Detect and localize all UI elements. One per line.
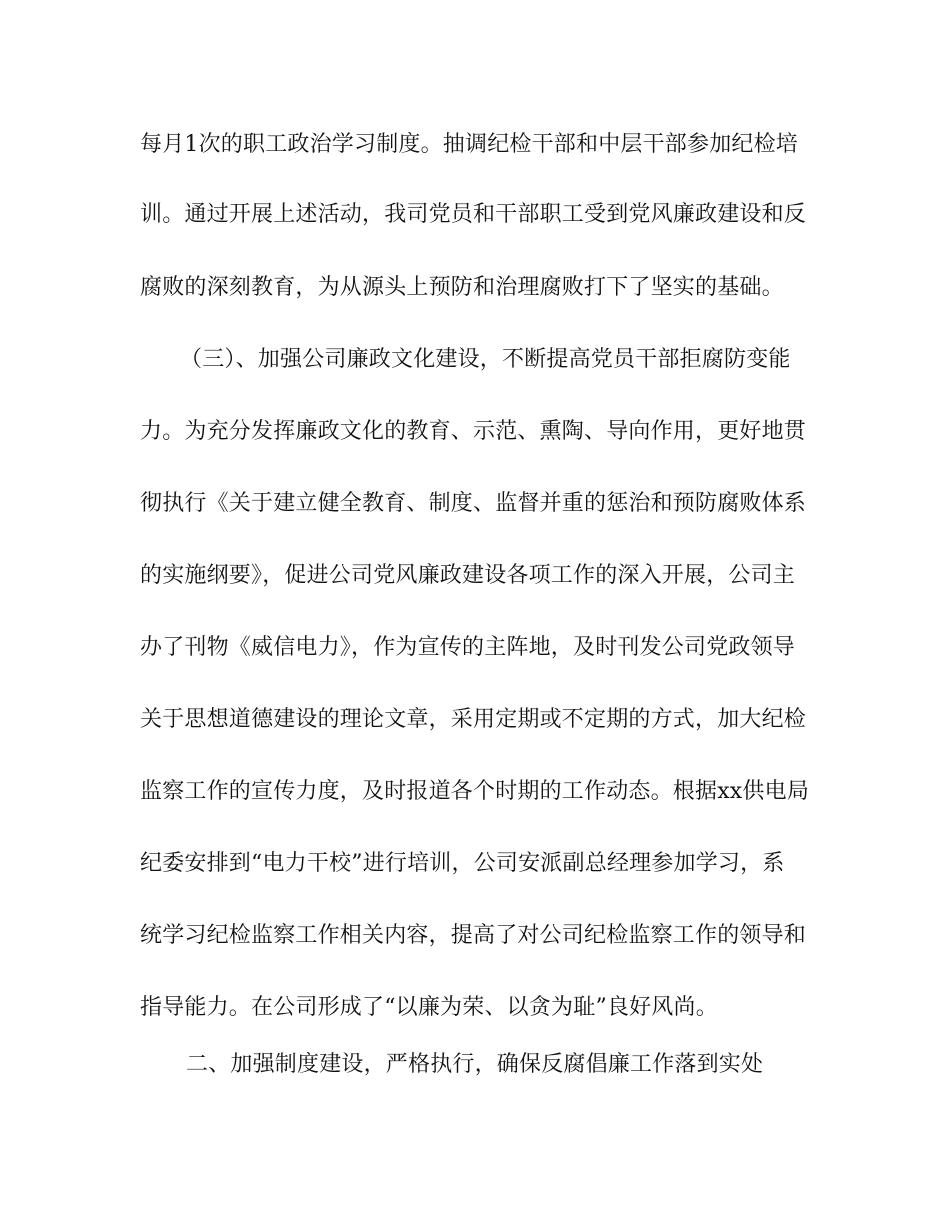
paragraph-line-12: 统学习纪检监察工作相关内容，提高了对公司纪检监察工作的领导和 — [140, 923, 807, 948]
paragraph-line-13: 指导能力。在公司形成了“以廉为荣、以贪为耻”良好风尚。 — [140, 995, 718, 1020]
paragraph-line-6: 彻执行《关于建立健全教育、制度、监督并重的惩治和预防腐败体系 — [140, 491, 807, 516]
paragraph-line-9: 关于思想道德建设的理论文章，采用定期或不定期的方式，加大纪检 — [140, 707, 807, 732]
paragraph-line-2: 训。通过开展上述活动，我司党员和干部职工受到党风廉政建设和反 — [140, 202, 807, 227]
section-heading-3-line-1: （三）、加强公司廉政文化建设，不断提高党员干部拒腐防变能 — [180, 347, 791, 372]
paragraph-line-5: 力。为充分发挥廉政文化的教育、示范、熏陶、导向作用，更好地贯 — [140, 419, 807, 444]
paragraph-line-3: 腐败的深刻教育，为从源头上预防和治理腐败打下了坚实的基础。 — [140, 275, 784, 300]
paragraph-line-11: 纪委安排到“电力干校”进行培训，公司安派副总经理参加学习，系 — [140, 851, 785, 876]
paragraph-line-1: 每月1次的职工政治学习制度。抽调纪检干部和中层干部参加纪检培 — [140, 132, 798, 157]
paragraph-line-8: 办了刊物《威信电力》，作为宣传的主阵地，及时刊发公司党政领导 — [140, 635, 796, 660]
paragraph-line-10: 监察工作的宣传力度，及时报道各个时期的工作动态。根据xx供电局 — [140, 779, 810, 804]
section-heading-2: 二、加强制度建设，严格执行，确保反腐倡廉工作落到实处 — [186, 1052, 764, 1077]
paragraph-line-7: 的实施纲要》，促进公司党风廉政建设各项工作的深入开展，公司主 — [140, 563, 796, 588]
